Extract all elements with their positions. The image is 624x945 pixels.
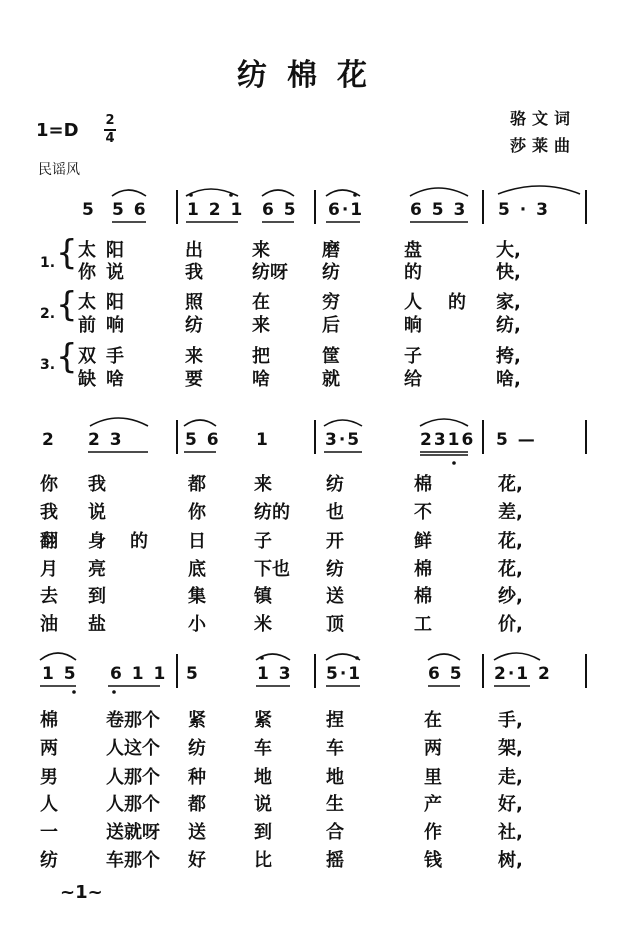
note-group: 6·1 — [328, 200, 365, 220]
verse-number: 2. — [40, 306, 56, 322]
note-group: 5 — — [496, 430, 537, 450]
verse-brace: { — [56, 337, 78, 377]
song-title: 纺棉花 — [237, 58, 387, 93]
meter-bottom: 4 — [105, 131, 115, 146]
note-group: 5 — [186, 664, 200, 684]
composer-credit: 莎莱曲 — [510, 136, 577, 155]
key-signature: 1=D — [36, 120, 79, 141]
note-group: 5 6 — [185, 430, 221, 450]
meter-top: 2 — [105, 113, 115, 128]
verse-brace: { — [56, 233, 78, 273]
note-group: 6 1 1 — [110, 664, 168, 684]
note-group: 6 5 — [262, 200, 298, 220]
note-group: 1 2 1 — [187, 200, 245, 220]
verse-number: 1. — [40, 255, 56, 271]
note-group: 5 6 — [112, 200, 148, 220]
verse-number: 3. — [40, 357, 56, 373]
note-group: 5·1 — [326, 664, 363, 684]
note-group: 1 3 — [257, 664, 293, 684]
page-number: ~1~ — [60, 882, 103, 903]
lyricist-credit: 骆文词 — [510, 109, 577, 128]
note-group: 5 — [82, 200, 96, 220]
note-group: 1 — [256, 430, 270, 450]
note-group: 2316 — [420, 430, 476, 450]
note-group: 2 3 — [88, 430, 124, 450]
note-group: 6 5 3 — [410, 200, 468, 220]
note-group: 5 · 3 — [498, 200, 550, 220]
note-group: 6 5 — [428, 664, 464, 684]
note-group: 3·5 — [325, 430, 362, 450]
note-group: 1 5 — [42, 664, 78, 684]
note-group: 2·1 2 — [494, 664, 552, 684]
note-group: 2 — [42, 430, 56, 450]
verse-brace: { — [56, 285, 78, 325]
style-marking: 民谣风 — [38, 162, 80, 178]
